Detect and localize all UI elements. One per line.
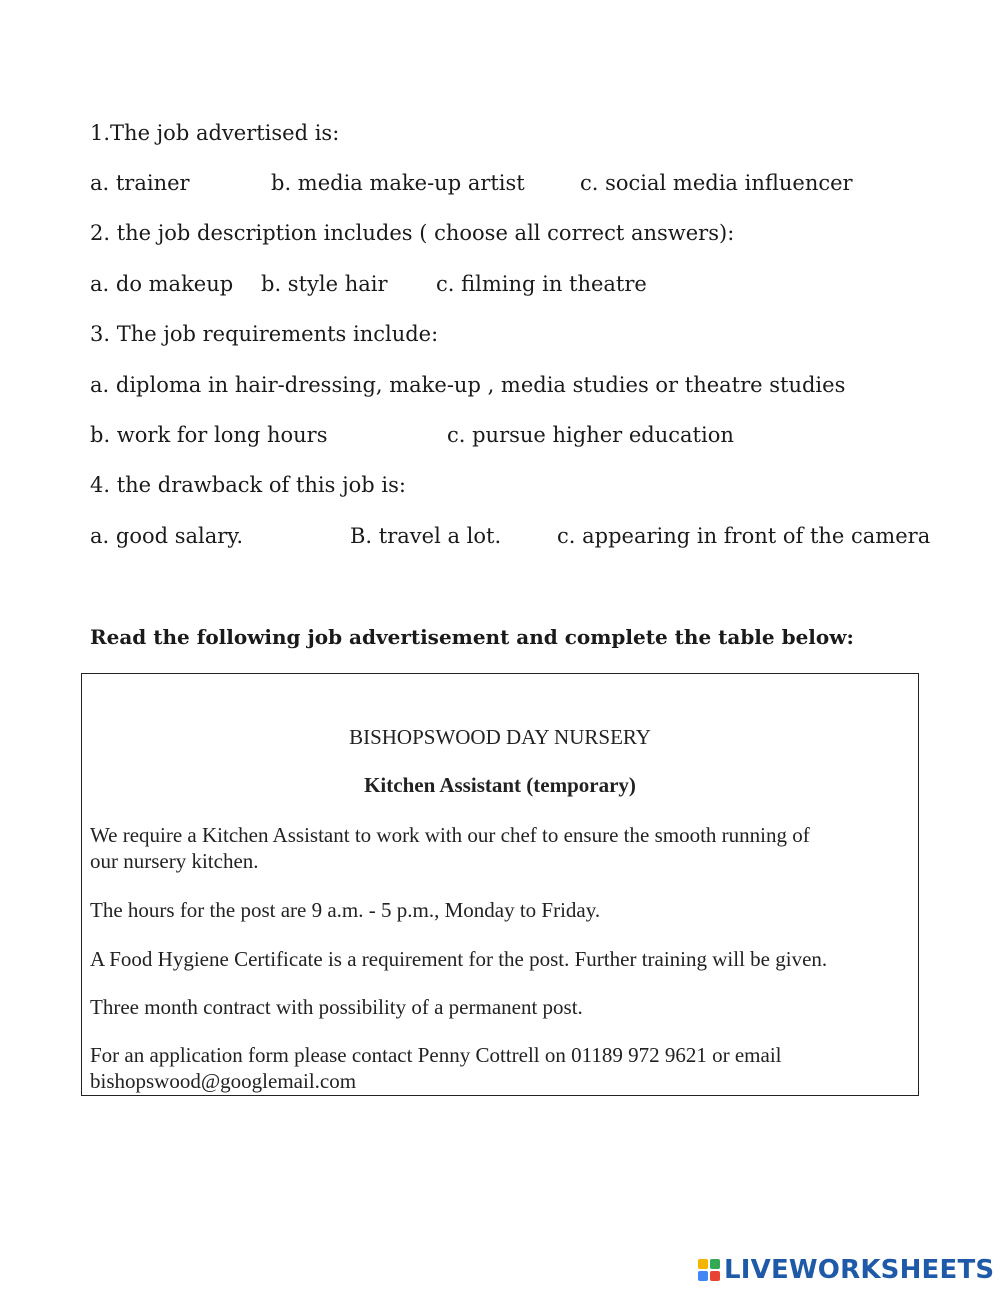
question-4-option-b[interactable]: B. travel a lot.: [350, 524, 502, 548]
question-2-option-c[interactable]: c. filming in theatre: [436, 272, 647, 296]
logo-block-l: [698, 1259, 708, 1269]
logo-block-i: [710, 1259, 720, 1269]
question-3-option-b[interactable]: b. work for long hours: [90, 423, 328, 447]
question-3-option-c[interactable]: c. pursue higher education: [447, 423, 734, 447]
advert-paragraph-5-line-2: bishopswood@googlemail.com: [90, 1069, 357, 1093]
question-4-option-c[interactable]: c. appearing in front of the camera: [557, 524, 931, 548]
advert-paragraph-1-line-2: our nursery kitchen.: [90, 849, 259, 873]
liveworksheets-logo: [698, 1254, 994, 1286]
logo-block-e: [710, 1271, 720, 1281]
question-1-option-c[interactable]: c. social media influencer: [580, 171, 853, 195]
advert-employer: BISHOPSWOOD DAY NURSERY: [349, 725, 651, 749]
logo-blocks-icon: [698, 1259, 720, 1281]
question-4-prompt: 4. the drawback of this job is:: [90, 473, 406, 497]
question-1-option-a[interactable]: a. trainer: [90, 171, 190, 195]
question-2-prompt: 2. the job description includes ( choose all correct answers):: [90, 221, 735, 245]
question-2-option-b[interactable]: b. style hair: [261, 272, 388, 296]
question-3-prompt: 3. The job requirements include:: [90, 322, 439, 346]
advert-paragraph-3: A Food Hygiene Certificate is a requirement for the post. Further training will be given.: [90, 947, 828, 971]
question-3-option-a[interactable]: a. diploma in hair-dressing, make-up , media studies or theatre studies: [90, 373, 846, 397]
advert-paragraph-2: The hours for the post are 9 a.m. - 5 p.m., Monday to Friday.: [90, 898, 601, 922]
question-2-option-a[interactable]: a. do makeup: [90, 272, 234, 296]
advert-paragraph-1-line-1: We require a Kitchen Assistant to work with our chef to ensure the smooth running of: [90, 823, 810, 847]
job-advertisement-box: [81, 673, 919, 1096]
advert-paragraph-4: Three month contract with possibility of a permanent post.: [90, 995, 583, 1019]
question-1-option-b[interactable]: b. media make-up artist: [271, 171, 525, 195]
logo-text: LIVEWORKSHEETS: [724, 1255, 995, 1285]
logo-block-v: [698, 1271, 708, 1281]
question-4-option-a[interactable]: a. good salary.: [90, 524, 244, 548]
section-instruction: Read the following job advertisement and complete the table below:: [90, 625, 854, 649]
advert-paragraph-5-line-1: For an application form please contact Penny Cottrell on 01189 972 9621 or email: [90, 1043, 782, 1067]
question-1-prompt: 1.The job advertised is:: [90, 121, 340, 145]
advert-position: Kitchen Assistant (temporary): [364, 773, 636, 797]
